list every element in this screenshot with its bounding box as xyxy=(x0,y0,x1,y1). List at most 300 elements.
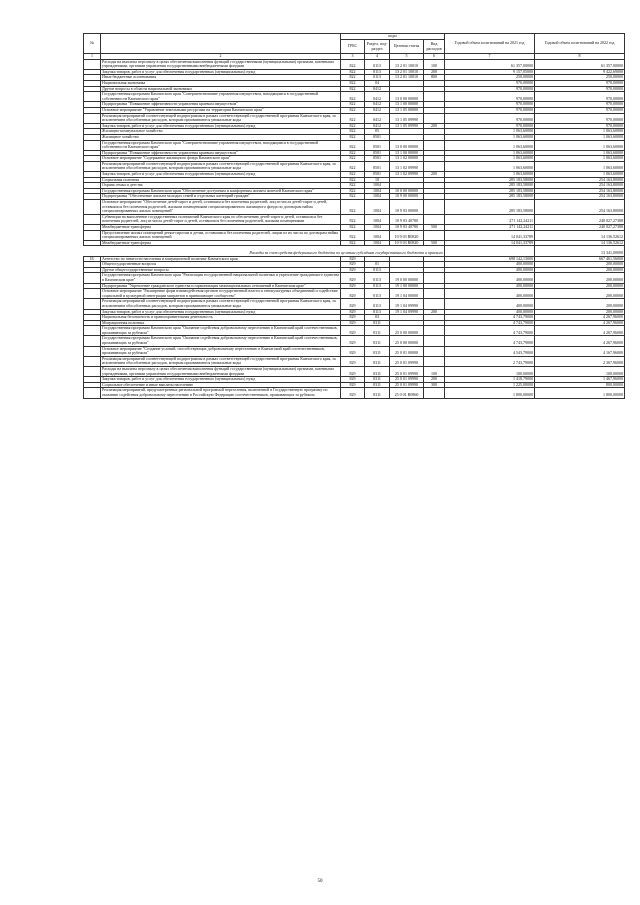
row-grbs: 829 xyxy=(341,367,365,377)
row-expense-type xyxy=(424,214,445,224)
row-amount-2022: 1 063,60000 xyxy=(535,156,625,162)
row-amount-2022: 200,00000 xyxy=(535,273,625,283)
row-name: Другие общегосударственные вопросы xyxy=(101,267,341,273)
row-section: 01 xyxy=(365,262,390,268)
row-grbs: 829 xyxy=(341,326,365,336)
row-name: Жилищное хозяйство xyxy=(101,134,341,140)
row-section: 0113 xyxy=(365,267,390,273)
row-amount-2022: 4 267,96000 xyxy=(535,315,625,321)
row-target: 10 9 03 R0820 xyxy=(390,230,424,240)
row-amount-2022: 200,00000 xyxy=(535,309,625,315)
row-amount-2021: 400,00000 xyxy=(445,283,535,289)
row-grbs: 822 xyxy=(341,59,365,69)
row-amount-2021: 400,00000 xyxy=(445,309,535,315)
row-target: 10 9 03 40780 xyxy=(390,225,424,231)
row-amount-2021: 970,00000 xyxy=(445,80,535,86)
header-target: Целевая статья xyxy=(390,40,424,54)
row-grbs: 822 xyxy=(341,140,365,150)
row-name: Национальная безопасность и правоохранительная деятельность xyxy=(101,315,341,321)
table-row xyxy=(84,299,625,309)
row-amount-2021: 970,00000 xyxy=(445,113,535,123)
row-amount-2021: 970,00000 xyxy=(445,123,535,129)
row-amount-2021: 4 743,79000 xyxy=(445,320,535,326)
row-name: Подпрограмма "Обеспечение жильем молодых семей и отдельных категорий граждан" xyxy=(101,194,341,200)
row-expense-type: 100 xyxy=(424,367,445,377)
row-target: 10 9 00 00000 xyxy=(390,194,424,200)
row-grbs: 822 xyxy=(341,161,365,171)
row-amount-2022: 250,00000 xyxy=(535,75,625,81)
row-section: 0113 xyxy=(365,75,390,81)
row-section: 0311 xyxy=(365,346,390,356)
row-name: Закупка товаров, работ и услуг для обеспечения государственных (муниципальных) нужд xyxy=(101,377,341,383)
row-amount-2021: 4 743,79000 xyxy=(445,336,535,346)
row-amount-2021: 1 063,60000 xyxy=(445,140,535,150)
row-amount-2021: 1 418,79000 xyxy=(445,377,535,383)
row-amount-2022: 200,00000 xyxy=(535,299,625,309)
table-row xyxy=(84,214,625,224)
row-amount-2021: 1 063,60000 xyxy=(445,150,535,156)
row-amount-2021: 61 357,00000 xyxy=(445,59,535,69)
row-name: Другие вопросы в области национальной экономики xyxy=(101,86,341,92)
row-target: 13 0 00 00000 xyxy=(390,140,424,150)
row-amount-2022: 4 267,96000 xyxy=(535,326,625,336)
row-section: 0113 xyxy=(365,283,390,289)
row-grbs: 829 xyxy=(341,346,365,356)
row-amount-2021: 400,00000 xyxy=(445,289,535,299)
row-grbs: 822 xyxy=(341,129,365,135)
row-amount-2022: 1 063,60000 xyxy=(535,172,625,178)
row-name: Расходы на выплаты персоналу в целях обеспечения выполнения функций государственными (муниципальными) органами, казенными учреждениями, органами управления государственными внебюджетными фондами xyxy=(101,59,341,69)
row-expense-type: 200 xyxy=(424,69,445,75)
row-section: 0113 xyxy=(365,69,390,75)
table-row xyxy=(84,273,625,283)
row-target: 13 1 00 00000 xyxy=(390,150,424,156)
row-grbs: 822 xyxy=(341,102,365,108)
row-grbs: 829 xyxy=(341,283,365,289)
row-amount-2021: 4 743,79000 xyxy=(445,326,535,336)
row-name: Основное мероприятие "Расширение форм взаимодействия органов государственной власти и этнокультурных объединений и содействие социальной и культурной интеграции мигрантов в принимающее сообщество" xyxy=(101,289,341,299)
row-target: 13 2 01 10010 xyxy=(390,69,424,75)
row-amount-2021: 4 743,79000 xyxy=(445,315,535,321)
row-name: Государственная программа Камчатского края "Оказание содействия добровольному переселению в Камчатский край соотечественников, проживающих за рубежом" xyxy=(101,326,341,336)
row-grbs: 822 xyxy=(341,200,365,215)
row-amount-2022: 254 163,80000 xyxy=(535,188,625,194)
row-target: 13 1 02 09990 xyxy=(390,172,424,178)
row-note: Расходы за счет средств федерального бюджета по целевым субсидиям государственного бюджета и краевого xyxy=(101,246,445,256)
row-target: 25 0 01 09990 xyxy=(390,356,424,366)
row-amount-2022: 800,00000 xyxy=(535,382,625,388)
row-amount-2021: 400,00000 xyxy=(445,262,535,268)
row-amount-2022: 200,00000 xyxy=(535,283,625,289)
row-amount-2021: 400,00000 xyxy=(445,267,535,273)
row-name: Государственная программа Камчатского края "Реализация государственной национальной политики и укрепление гражданского единства в Камчатском крае" xyxy=(102,272,339,282)
table-row xyxy=(84,140,625,150)
row-target: 10 9 03 40780 xyxy=(390,214,424,224)
row-number xyxy=(84,230,101,240)
column-numbers-row: 1 2 3 4 5 6 7 8 xyxy=(84,54,625,60)
row-section: 1004 xyxy=(365,240,390,246)
row-section: 0311 xyxy=(365,388,390,398)
row-name: Основное мероприятие "Управление земельными ресурсами на территории Камчатского края" xyxy=(101,107,341,113)
row-grbs: 822 xyxy=(341,240,365,246)
row-amount-2022: 970,00000 xyxy=(535,113,625,123)
row-section: 0113 xyxy=(365,289,390,299)
row-target: 25 0 01 09990 xyxy=(390,382,424,388)
row-target: 10 9 03 00000 xyxy=(390,200,424,215)
row-name: Расходы на выплаты персоналу в целях обеспечения выполнения функций государственными (муниципальными) органами, казенными учреждениями, органами управления государственными внебюджетными фондами xyxy=(101,367,341,377)
row-amount-2022: 240 027,27388 xyxy=(535,225,625,231)
row-target: 19 0 00 00000 xyxy=(390,273,424,283)
row-name: Основное мероприятие "Обеспечение детей-сирот и детей, оставшихся без попечения родителей, лиц из числа детей-сирот и детей, оставшихся без попечения родителей, жилыми помещениями специализированного жилищного фонда по договорам найма специализированных жилых помещений" xyxy=(101,200,341,215)
row-target: 19 1 04 09990 xyxy=(390,299,424,309)
row-grbs: 822 xyxy=(341,150,365,156)
row-target: 25 0 01 R0860 xyxy=(390,388,424,398)
row-grbs: 822 xyxy=(341,69,365,75)
row-grbs: 829 xyxy=(341,315,365,321)
row-name: Подпрограмма "Укрепление гражданского единства и гармонизация межнациональных отношений в Камчатском крае" xyxy=(101,283,341,289)
row-name: Предоставление жилых помещений детям-сиротам и детям, оставшимся без попечения родителей, лицам из их числа по договорам найма специализированных жилых помещений xyxy=(101,230,341,240)
row-grbs: 822 xyxy=(341,214,365,224)
row-grbs: 829 xyxy=(341,289,365,299)
header-expense-type: Вид расходов xyxy=(424,40,445,54)
row-amount-2022: 100,00000 xyxy=(535,367,625,377)
row-name: Основное мероприятие "Создание условий, способствующих добровольному переселению в Камчатский край соотечественников, проживающих за рубежом" xyxy=(101,346,341,356)
row-amount-2021: 285 183,58000 xyxy=(445,183,535,189)
row-expense-type xyxy=(424,336,445,346)
row-amount-2021: 1 225,00000 xyxy=(445,382,535,388)
row-amount-2022: 2 367,96000 xyxy=(535,356,625,366)
row-number xyxy=(84,140,101,150)
row-amount-2021: 13 341,00000 xyxy=(535,246,625,256)
row-grbs: 822 xyxy=(341,134,365,140)
row-grbs: 829 xyxy=(341,299,365,309)
row-amount-2022: 970,00000 xyxy=(535,107,625,113)
row-amount-2021: 285 183,58000 xyxy=(445,194,535,200)
header-name xyxy=(101,34,341,54)
row-amount-2021: 1 063,60000 xyxy=(445,134,535,140)
note-spacer xyxy=(445,246,535,256)
row-amount-2021: 250,00000 xyxy=(445,75,535,81)
row-name: Реализация мероприятий, предусмотренных региональной программой переселения, включенной в Государственную программу по оказанию содействия добровольному переселению в Российскую Федерацию соотечественников, проживающих за рубежом xyxy=(101,388,341,398)
row-amount-2021: 9 157,05000 xyxy=(445,69,535,75)
row-expense-type xyxy=(424,230,445,240)
row-expense-type xyxy=(424,113,445,123)
page-number: 50 xyxy=(317,879,323,884)
row-grbs: 822 xyxy=(341,75,365,81)
row-section: 0311 xyxy=(365,320,390,326)
row-section: 0311 xyxy=(365,382,390,388)
table-row xyxy=(84,113,625,123)
row-expense-type xyxy=(424,326,445,336)
row-section: 0501 xyxy=(365,172,390,178)
row-name: Закупка товаров, работ и услуг для обеспечения государственных (муниципальных) нужд xyxy=(101,69,341,75)
row-grbs: 822 xyxy=(341,113,365,123)
row-number xyxy=(84,356,101,366)
row-amount-2021: 14 041,33789 xyxy=(445,230,535,240)
row-target: 19 1 04 00000 xyxy=(390,289,424,299)
row-section: 0501 xyxy=(365,150,390,156)
row-target: 10 0 00 00000 xyxy=(390,188,424,194)
row-grbs: 829 xyxy=(341,320,365,326)
row-amount-2022: 1 063,60000 xyxy=(535,134,625,140)
row-name: Закупка товаров, работ и услуг для обеспечения государственных (муниципальных) нужд xyxy=(101,172,341,178)
row-target: 13 1 02 00000 xyxy=(390,156,424,162)
table-row xyxy=(84,367,625,377)
row-amount-2022: 9 422,69000 xyxy=(535,69,625,75)
budget-table xyxy=(83,33,625,399)
row-number xyxy=(84,326,101,336)
row-number xyxy=(84,200,101,215)
row-amount-2022: 254 163,80000 xyxy=(535,183,625,189)
row-amount-2022: 1 063,60000 xyxy=(535,161,625,171)
row-expense-type: 200 xyxy=(424,377,445,383)
row-grbs: 829 xyxy=(341,256,365,262)
row-target: 13 1 00 00000 xyxy=(390,102,424,108)
row-number xyxy=(84,161,101,171)
row-number xyxy=(84,214,101,224)
row-amount-2021: 400,00000 xyxy=(445,299,535,309)
row-section: 1004 xyxy=(365,188,390,194)
row-amount-2022: 14 136,52612 xyxy=(535,230,625,240)
row-amount-2022: 1 467,96000 xyxy=(535,377,625,383)
table-row xyxy=(84,92,625,102)
row-grbs: 829 xyxy=(341,377,365,383)
row-expense-type xyxy=(424,388,445,398)
row-amount-2021: 970,00000 xyxy=(445,107,535,113)
row-name: Реализация мероприятий соответствующей подпрограммы в рамках соответствующей государственной программы Камчатского края, за исключением обособленных расходов, которым присваиваются уникальные коды xyxy=(101,356,341,366)
table-header xyxy=(84,34,625,60)
row-grbs: 822 xyxy=(341,230,365,240)
row-name: Государственная программа Камчатского края "Обеспечение доступным и комфортным жильем жителей Камчатского края" xyxy=(101,188,341,194)
row-amount-2022: 1 800,00000 xyxy=(535,388,625,398)
row-amount-2022: 14 136,52612 xyxy=(535,240,625,246)
row-section: 0113 xyxy=(365,59,390,69)
row-amount-2022: 970,00000 xyxy=(535,92,625,102)
row-amount-2021: 400,00000 xyxy=(445,273,535,283)
row-amount-2022: 970,00000 xyxy=(535,102,625,108)
row-number xyxy=(84,92,101,102)
row-target: 19 1 04 09990 xyxy=(390,309,424,315)
row-target: 13 1 05 00000 xyxy=(390,107,424,113)
row-grbs: 822 xyxy=(341,107,365,113)
row-grbs: 829 xyxy=(341,388,365,398)
row-grbs: 829 xyxy=(341,273,365,283)
row-name: Подпрограмма "Повышение эффективности управления краевым имуществом" xyxy=(101,102,341,108)
row-expense-type xyxy=(424,161,445,171)
row-target: 25 0 01 09990 xyxy=(390,367,424,377)
row-amount-2021: 2 743,79000 xyxy=(445,356,535,366)
row-expense-type xyxy=(424,299,445,309)
row-amount-2021: 970,00000 xyxy=(445,86,535,92)
row-number xyxy=(84,367,101,377)
row-name: Общегосударственные вопросы xyxy=(101,262,341,268)
row-grbs: 822 xyxy=(341,225,365,231)
row-section: 0311 xyxy=(365,326,390,336)
row-amount-2021: 1 063,60000 xyxy=(445,156,535,162)
row-section: 0113 xyxy=(365,299,390,309)
row-name: Основное мероприятие "Содержание жилищного фонда Камчатского края" xyxy=(101,156,341,162)
row-section: 0412 xyxy=(365,123,390,129)
row-amount-2021: 285 183,58000 xyxy=(445,177,535,183)
row-target: 10 9 03 R0820 xyxy=(390,240,424,246)
row-section: 1004 xyxy=(365,225,390,231)
row-amount-2022: 4 267,96000 xyxy=(535,320,625,326)
row-number xyxy=(84,299,101,309)
row-grbs: 822 xyxy=(341,80,365,86)
row-number xyxy=(84,336,101,346)
row-amount-2021: 1 800,00000 xyxy=(445,388,535,398)
row-section: 0311 xyxy=(365,356,390,366)
table-body xyxy=(84,59,625,398)
row-section: 05 xyxy=(365,129,390,135)
note-spacer xyxy=(84,246,101,256)
row-expense-type: 200 xyxy=(424,123,445,129)
row-name: Межбюджетные трансферты xyxy=(101,240,341,246)
table-row xyxy=(84,356,625,366)
row-name: Закупка товаров, работ и услуг для обеспечения государственных (муниципальных) нужд xyxy=(101,123,341,129)
row-section: 1004 xyxy=(365,183,390,189)
row-section: 0113 xyxy=(365,273,390,283)
table-row xyxy=(84,388,625,398)
row-grbs: 829 xyxy=(341,309,365,315)
row-number: 18. xyxy=(84,256,101,262)
row-expense-type xyxy=(424,273,445,283)
header-year-2021: Годовой объем ассигнований на 2021 год xyxy=(445,34,535,54)
row-amount-2022: 200,00000 xyxy=(535,289,625,299)
row-amount-2021: 1 063,60000 xyxy=(445,172,535,178)
row-expense-type xyxy=(424,200,445,215)
row-grbs: 822 xyxy=(341,86,365,92)
row-section: 10 xyxy=(365,177,390,183)
row-name: Подпрограмма "Повышение эффективности управления краевым имуществом" xyxy=(101,150,341,156)
row-amount-2021: 285 183,58000 xyxy=(445,200,535,215)
row-amount-2022: 970,00000 xyxy=(535,86,625,92)
row-section: 1004 xyxy=(365,214,390,224)
row-grbs: 822 xyxy=(341,123,365,129)
row-section: 0501 xyxy=(365,134,390,140)
row-target: 13 0 00 00000 xyxy=(390,92,424,102)
row-section: 0311 xyxy=(365,367,390,377)
row-section: 0311 xyxy=(365,377,390,383)
row-amount-2022: 1 063,60000 xyxy=(535,129,625,135)
header-codes: коды xyxy=(341,34,445,40)
row-section: 0501 xyxy=(365,140,390,150)
row-name: Межбюджетные трансферты xyxy=(101,225,341,231)
header-section: Раздел, под-раздел xyxy=(365,40,390,54)
row-name: Социальная политика xyxy=(101,177,341,183)
row-amount-2021: 285 183,58000 xyxy=(445,188,535,194)
row-amount-2021: 1 063,60000 xyxy=(445,129,535,135)
row-grbs: 822 xyxy=(341,177,365,183)
row-amount-2021: 970,00000 xyxy=(445,102,535,108)
row-grbs: 822 xyxy=(341,172,365,178)
row-amount-2021: 100,00000 xyxy=(445,367,535,377)
row-grbs: 822 xyxy=(341,188,365,194)
row-amount-2022: 970,00000 xyxy=(535,80,625,86)
row-target: 25 0 00 00000 xyxy=(390,336,424,346)
row-expense-type: 200 xyxy=(424,172,445,178)
row-expense-type xyxy=(424,140,445,150)
row-number xyxy=(84,346,101,356)
row-section: 0412 xyxy=(365,113,390,123)
row-expense-type: 500 xyxy=(424,240,445,246)
row-grbs: 822 xyxy=(341,194,365,200)
row-target: 25 0 01 00000 xyxy=(390,346,424,356)
header-year-2022: Годовой объем ассигнований на 2022 год xyxy=(535,34,625,54)
table-row xyxy=(84,59,625,69)
row-expense-type xyxy=(424,289,445,299)
row-amount-2021: 271 142,24211 xyxy=(445,214,535,224)
row-section: 0501 xyxy=(365,161,390,171)
row-name: Субвенции на выполнение государственных полномочий Камчатского края по обеспечению детей-сирот и детей, оставшихся без попечения родителей, лиц из числа детей-сирот и детей, оставшихся без попечения родителей, жилыми помещениями xyxy=(101,214,341,224)
row-amount-2022: 200,00000 xyxy=(535,262,625,268)
row-name: Охрана семьи и детства xyxy=(101,183,341,189)
row-name: Реализация мероприятий соответствующей подпрограммы в рамках соответствующей государственной программы Камчатского края, за исключением обособленных расходов, которым присваиваются уникальные коды xyxy=(101,299,341,309)
row-grbs: 829 xyxy=(341,382,365,388)
row-number xyxy=(84,273,101,283)
row-section: 03 xyxy=(365,315,390,321)
row-name: Агентство по занятости населения и миграционной политике Камчатского края xyxy=(101,256,341,262)
row-section: 1004 xyxy=(365,200,390,215)
row-amount-2021: 698 142,13000 xyxy=(445,256,535,262)
row-target: 13 1 05 09990 xyxy=(390,113,424,123)
row-section: 0412 xyxy=(365,107,390,113)
row-name: Реализация мероприятий соответствующей подпрограммы в рамках соответствующей государственной программы Камчатского края, за исключением обособленных расходов, которым присваиваются уникальные коды xyxy=(101,113,341,123)
row-section: 0412 xyxy=(365,92,390,102)
row-grbs: 822 xyxy=(341,156,365,162)
table-row xyxy=(84,230,625,240)
row-number xyxy=(84,289,101,299)
row-grbs: 829 xyxy=(341,267,365,273)
row-name: Закупка товаров, работ и услуг для обеспечения государственных (муниципальных) нужд xyxy=(101,309,341,315)
table-row xyxy=(84,200,625,215)
row-amount-2021: 1 063,60000 xyxy=(445,161,535,171)
row-amount-2021: 970,00000 xyxy=(445,92,535,102)
row-section: 0311 xyxy=(365,336,390,346)
row-amount-2022: 4 267,96000 xyxy=(535,336,625,346)
row-amount-2021: 14 041,33789 xyxy=(445,240,535,246)
row-expense-type: 500 xyxy=(424,225,445,231)
row-name: Реализация мероприятий соответствующей подпрограммы в рамках соответствующей государственной программы Камчатского края, за исключением обособленных расходов, которым присваиваются уникальные коды xyxy=(101,161,341,171)
row-name: Государственная программа Камчатского края "Совершенствование управления имуществом, находящимся в государственной собственности Камчатского края" xyxy=(101,140,341,150)
row-target: 13 1 05 09990 xyxy=(390,123,424,129)
row-amount-2022: 1 063,60000 xyxy=(535,150,625,156)
row-section: 0412 xyxy=(365,102,390,108)
row-number xyxy=(84,59,101,69)
row-grbs: 822 xyxy=(341,92,365,102)
row-expense-type: 300 xyxy=(424,382,445,388)
row-target: 13 2 01 10010 xyxy=(390,75,424,81)
row-name: Иные бюджетные ассигнования xyxy=(101,75,341,81)
row-amount-2022: 4 167,96000 xyxy=(535,346,625,356)
row-expense-type: 200 xyxy=(424,309,445,315)
row-section: 0113 xyxy=(365,309,390,315)
row-amount-2022: 240 027,27388 xyxy=(535,214,625,224)
row-target: 13 2 01 10010 xyxy=(390,59,424,69)
row-grbs: 829 xyxy=(341,262,365,268)
row-section: 0412 xyxy=(365,86,390,92)
row-name: Миграционная политика xyxy=(101,320,341,326)
table-row xyxy=(84,161,625,171)
table-row xyxy=(84,289,625,299)
row-amount-2021: 271 142,24211 xyxy=(445,225,535,231)
table-row xyxy=(84,346,625,356)
row-number xyxy=(84,388,101,398)
header-number: № xyxy=(84,34,101,54)
row-target: 19 1 00 00000 xyxy=(390,283,424,289)
row-name: Государственная программа Камчатского края "Совершенствование управления имуществом, находящимся в государственной собственности Камчатского края" xyxy=(101,92,341,102)
row-expense-type xyxy=(424,92,445,102)
